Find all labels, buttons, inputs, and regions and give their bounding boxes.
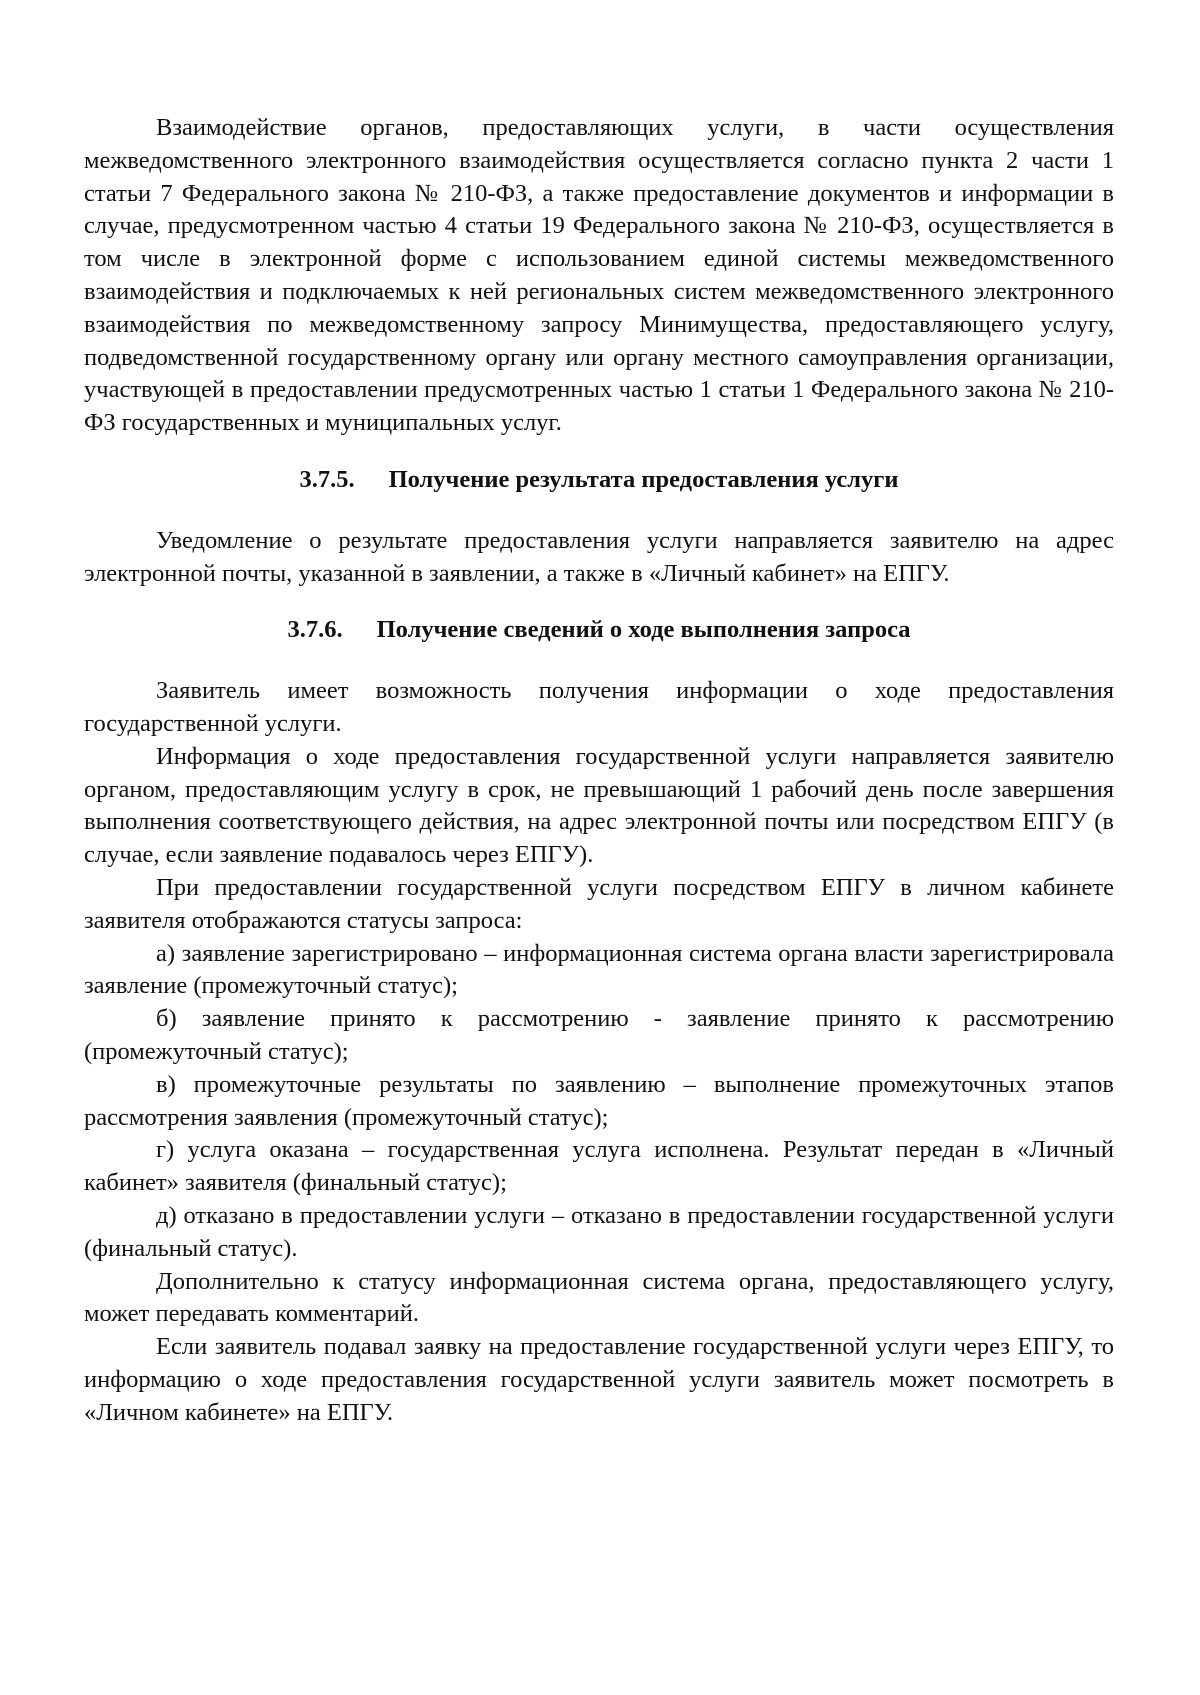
- paragraph-info-delivery: Информация о ходе предоставления государственной услуги направляется заявителю органом, предоставляющим услугу в срок, не превышающий 1 рабочий день после завершения выполнения соответствующего действия, на адрес электронной почты или посредством ЕПГУ (в случае, если заявление подавалось через ЕПГУ).: [84, 742, 1114, 869]
- section-heading-3-7-6: [84, 614, 1114, 647]
- paragraph-result-notice: Уведомление о результате предоставления услуги направляется заявителю на адрес электронной почты, указанной в заявлении, а также в «Личный кабинет» на ЕПГУ.: [84, 526, 1114, 587]
- section-title: Получение результата предоставления услуги: [388, 465, 899, 493]
- section-title: Получение сведений о ходе выполнения запроса: [376, 616, 911, 644]
- status-item-d: д) отказано в предоставлении услуги – отказано в предоставлении государственной услуги (финальный статус).: [84, 1201, 1114, 1262]
- status-item-v: в) промежуточные результаты по заявлению – выполнение промежуточных этапов рассмотрения заявления (промежуточный статус);: [84, 1070, 1114, 1131]
- status-item-a: а) заявление зарегистрировано – информационная система органа власти зарегистрировала заявление (промежуточный статус);: [84, 939, 1114, 1000]
- status-item-b: б) заявление принято к рассмотрению - заявление принято к рассмотрению (промежуточный статус);: [84, 1005, 1114, 1065]
- status-item-g: г) услуга оказана – государственная услуга исполнена. Результат передан в «Личный кабинет» заявителя (финальный статус);: [84, 1136, 1114, 1197]
- paragraph-info-possibility: Заявитель имеет возможность получения информации о ходе предоставления государственной услуги.: [84, 677, 1114, 737]
- section-number: 3.7.6.: [287, 616, 343, 644]
- paragraph-comment: Дополнительно к статусу информационная система органа, предоставляющего услугу, может передавать комментарий.: [84, 1267, 1114, 1328]
- section-number: 3.7.5.: [299, 465, 355, 493]
- section-heading-3-7-5: [84, 464, 1114, 497]
- paragraph-interaction: Взаимодействие органов, предоставляющих услуги, в части осуществления межведомственного электронного взаимодействия осуществляется согласно пункта 2 части 1 статьи 7 Федерального закона № 210-ФЗ, а также предоставление документов и информации в случае, предусмотренном частью 4 статьи 19 Федерального закона № 210-ФЗ, осуществляется в том числе в электронной форме с использованием единой системы межведомственного взаимодействия и подключаемых к ней региональных систем межведомственного электронного взаимодействия по межведомственному запросу Минимущества, предоставляющего услугу, подведомственной государственному органу или органу местного самоуправления организации, участвующей в предоставлении предусмотренных частью 1 статьи 1 Федерального закона № 210-ФЗ государственных и муниципальных услуг.: [84, 114, 1114, 437]
- paragraph-personal-cabinet: Если заявитель подавал заявку на предоставление государственной услуги через ЕПГУ, то информацию о ходе предоставления государственной услуги заявитель может посмотреть в «Личном кабинете» на ЕПГУ.: [84, 1333, 1114, 1426]
- document-page: [84, 112, 1114, 1429]
- paragraph-status-intro: При предоставлении государственной услуги посредством ЕПГУ в личном кабинете заявителя отображаются статусы запроса:: [84, 873, 1114, 934]
